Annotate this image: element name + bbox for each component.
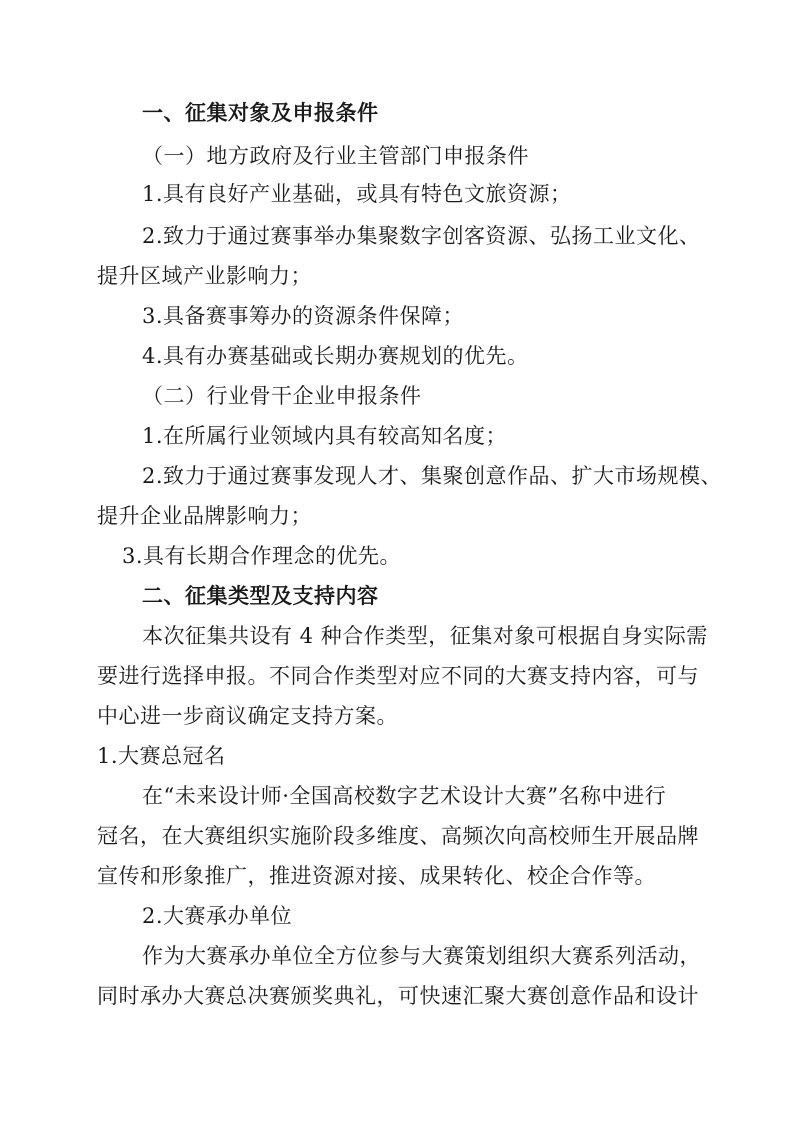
paragraph-line: 2.致力于通过赛事发现人才、集聚创意作品、扩大市场规模、 bbox=[142, 464, 723, 488]
paragraph-line: 本次征集共设有 4 种合作类型，征集对象可根据自身实际需 bbox=[142, 624, 708, 648]
paragraph-line: 提升企业品牌影响力； bbox=[97, 504, 312, 528]
paragraph-line: 提升区域产业影响力； bbox=[97, 264, 312, 288]
item-heading-2: 2.大赛承办单位 bbox=[142, 904, 293, 928]
paragraph-line: 1.具有良好产业基础，或具有特色文旅资源； bbox=[142, 182, 572, 206]
subsection-heading-2: （二）行业骨干企业申报条件 bbox=[142, 384, 422, 408]
section-heading-1: 一、征集对象及申报条件 bbox=[142, 101, 379, 125]
paragraph-line: 3.具备赛事筹办的资源条件保障； bbox=[142, 304, 465, 328]
paragraph-line: 中心进一步商议确定支持方案。 bbox=[97, 704, 398, 728]
subsection-heading-1: （一）地方政府及行业主管部门申报条件 bbox=[142, 144, 529, 168]
paragraph-line: 宣传和形象推广，推进资源对接、成果转化、校企合作等。 bbox=[97, 864, 656, 888]
paragraph-line: 2.致力于通过赛事举办集聚数字创客资源、弘扬工业文化、 bbox=[142, 224, 701, 248]
paragraph-line: 同时承办大赛总决赛颁奖典礼，可快速汇聚大赛创意作品和设计 bbox=[97, 984, 699, 1008]
section-heading-2: 二、征集类型及支持内容 bbox=[142, 584, 379, 608]
paragraph-line: 在“未来设计师·全国高校数字艺术设计大赛”名称中进行 bbox=[142, 784, 667, 808]
paragraph-line: 4.具有办赛基础或长期办赛规划的优先。 bbox=[142, 344, 529, 368]
paragraph-line: 冠名，在大赛组织实施阶段多维度、高频次向高校师生开展品牌 bbox=[97, 824, 699, 848]
paragraph-line: 要进行选择申报。不同合作类型对应不同的大赛支持内容，可与 bbox=[97, 664, 699, 688]
paragraph-line: 作为大赛承办单位全方位参与大赛策划组织大赛系列活动， bbox=[142, 944, 701, 968]
paragraph-line: 1.在所属行业领域内具有较高知名度； bbox=[142, 424, 508, 448]
item-heading-1: 1.大赛总冠名 bbox=[97, 744, 226, 768]
paragraph-line: 3.具有长期合作理念的优先。 bbox=[122, 544, 402, 568]
